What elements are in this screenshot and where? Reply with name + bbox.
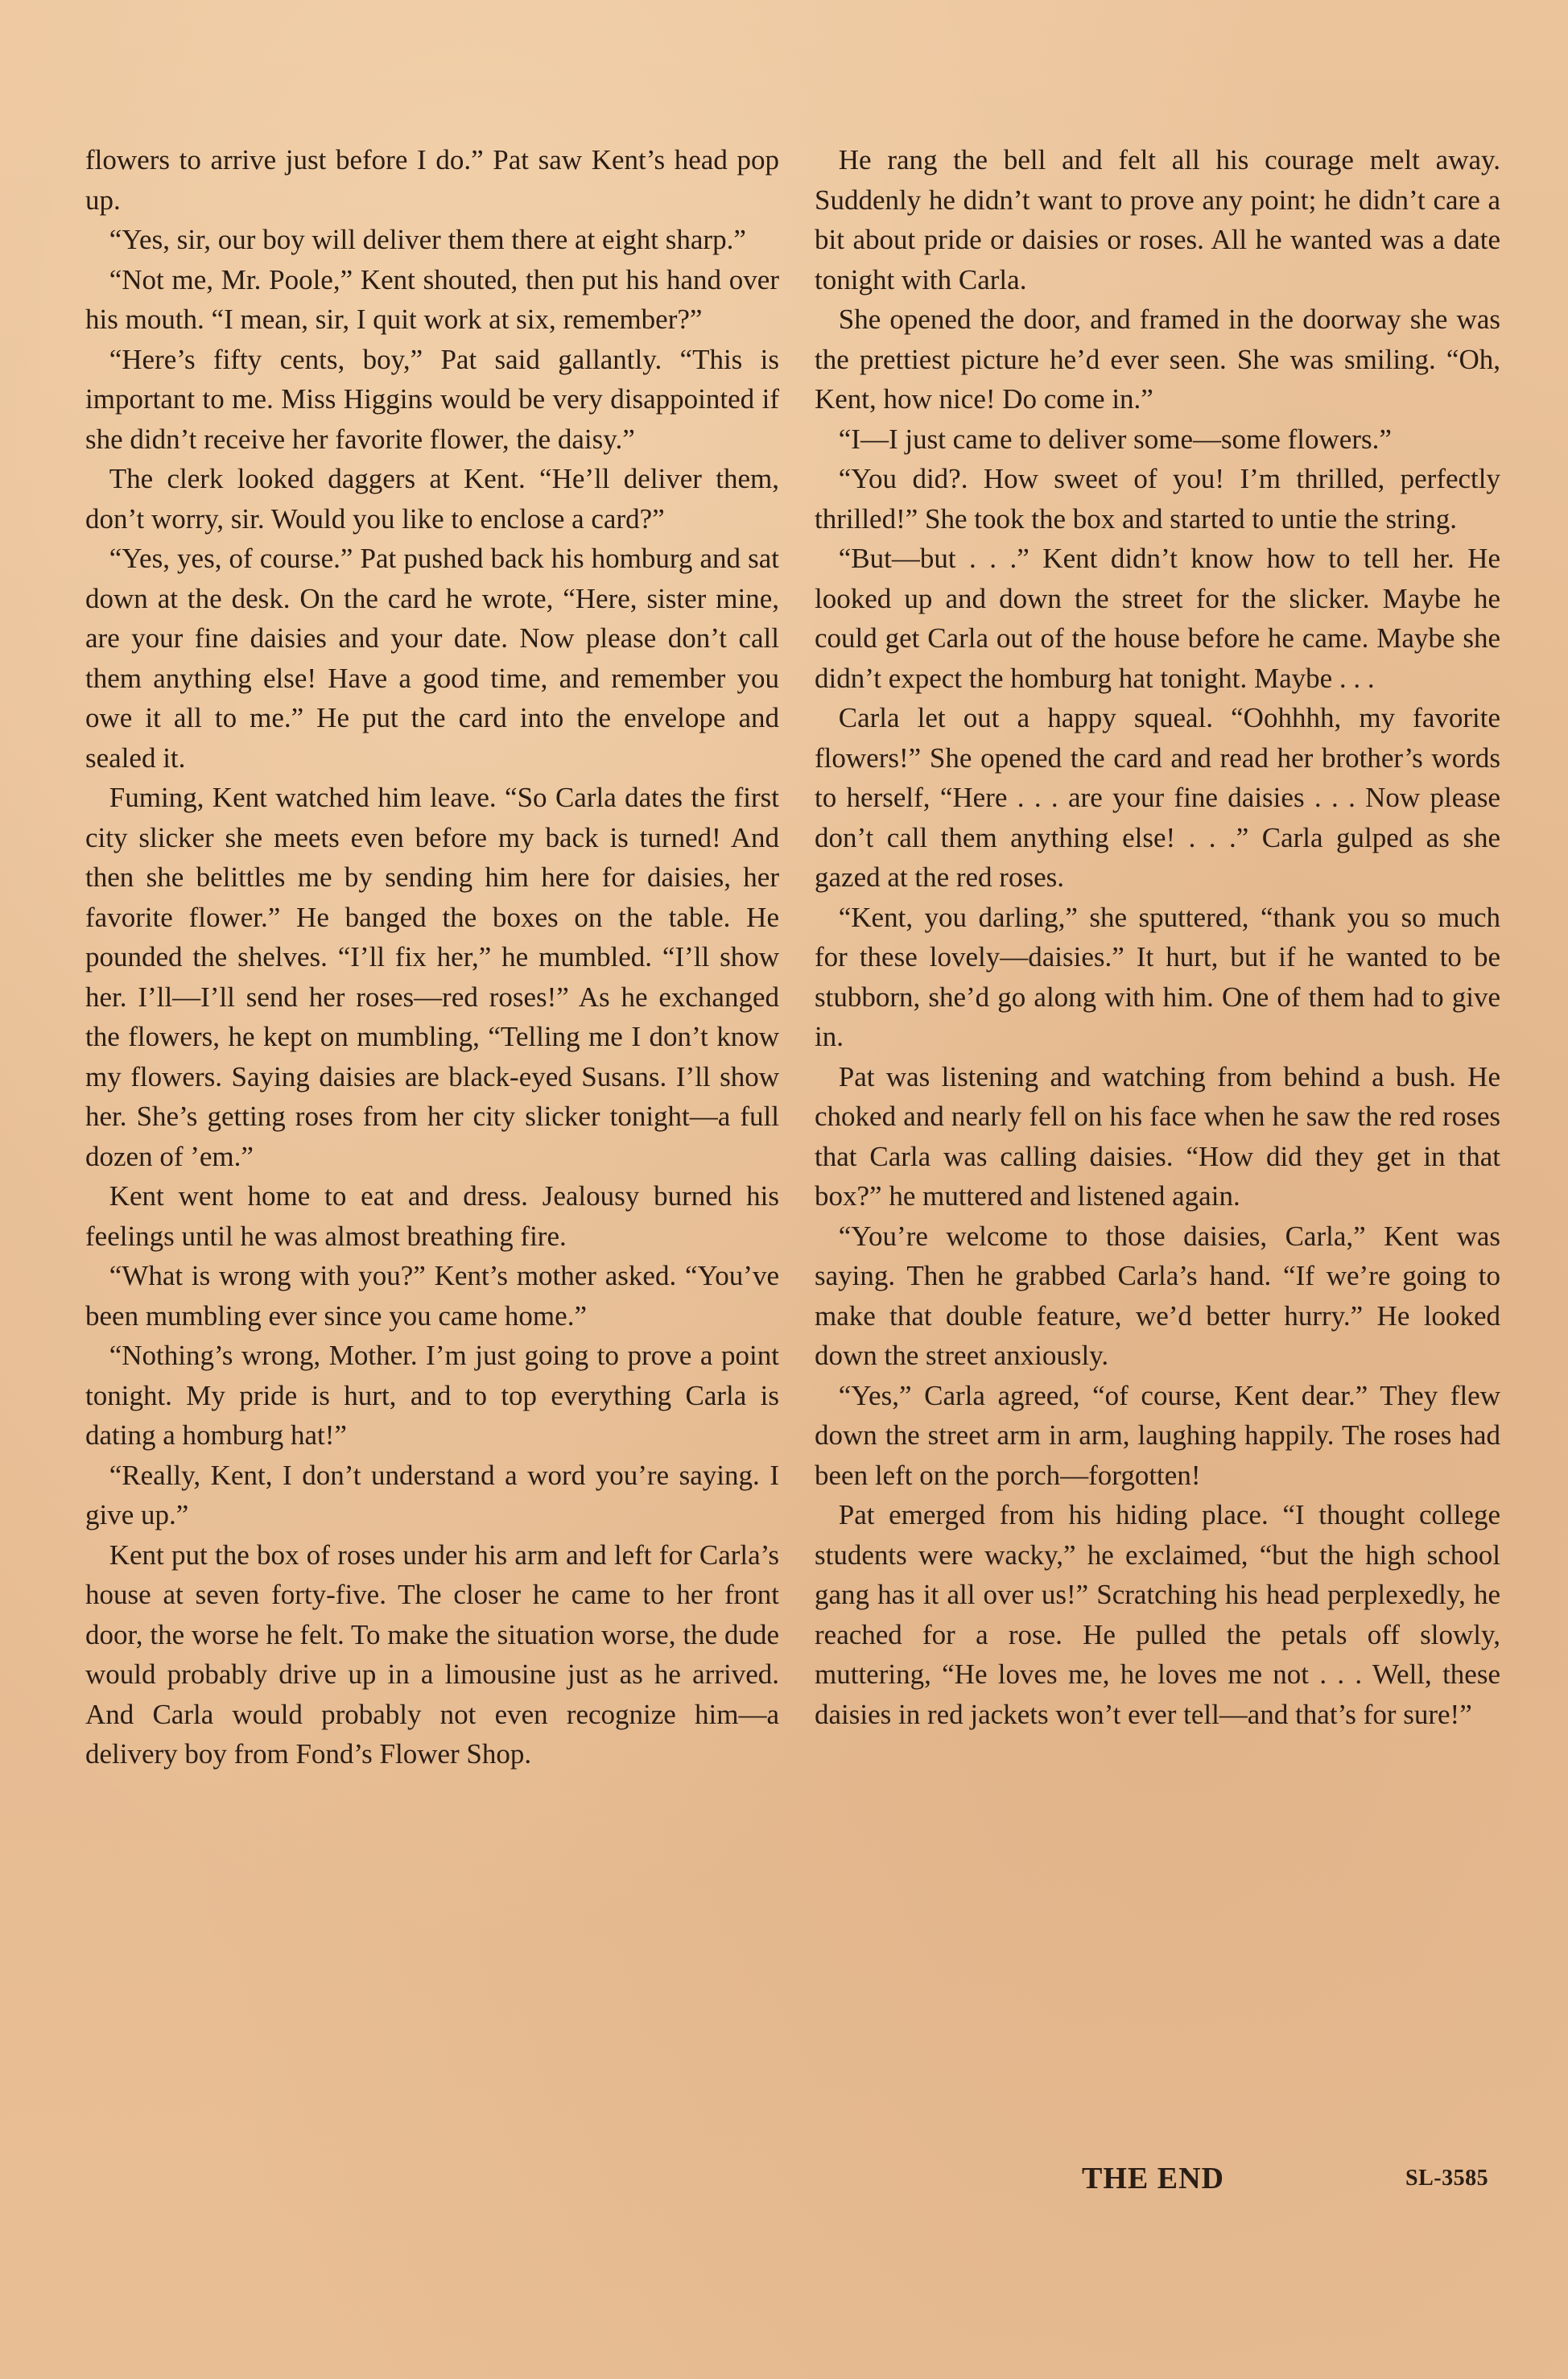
story-paragraph: Pat emerged from his hiding place. “I thought college students were wacky,” he exclaimed, “but the high school gang has it all over us!” Scratching his head perplexedly, he reached for a rose. He pulled the petals off slowly, muttering, “He loves me, he loves me not . . . Well, these daisies in red jackets won’t ever tell—and that’s for sure!” bbox=[815, 1499, 1500, 1730]
story-paragraph: Kent put the box of roses under his arm and left for Carla’s house at seven forty-five. The closer he came to her front door, the worse he felt. To make the situation worse, the dude would probably drive up in a limousine just as he arrived. And Carla would probably not even recognize him—a delivery boy from Fond’s Flower Shop. bbox=[85, 1539, 779, 1770]
page-footer bbox=[0, 2161, 1568, 2209]
story-paragraph: “Yes, yes, of course.” Pat pushed back his homburg and sat down at the desk. On the card he wrote, “Here, sister mine, are your fine daisies and your date. Now please don’t call them anything else! Have a good time, and remember you owe it all to me.” He put the card into the envelope and sealed it. bbox=[85, 543, 779, 774]
story-paragraph: Pat was listening and watching from behind a bush. He choked and nearly fell on his face when he saw the red roses that Carla was calling daisies. “How did they get in that box?” he muttered and listened again. bbox=[815, 1060, 1500, 1212]
story-paragraph: “Nothing’s wrong, Mother. I’m just going to prove a point tonight. My pride is hurt, and to top everything Carla is dating a homburg hat!” bbox=[85, 1340, 779, 1451]
left-text-column bbox=[85, 140, 779, 1774]
story-paragraph: The clerk looked daggers at Kent. “He’ll deliver them, don’t worry, sir. Would you like to enclose a card?” bbox=[85, 463, 779, 535]
story-paragraph: “But—but . . .” Kent didn’t know how to tell her. He looked up and down the street for the slicker. Maybe he could get Carla out of the house before he came. Maybe she didn’t expect the homburg hat tonight. Maybe . . . bbox=[815, 543, 1500, 694]
story-paragraph: “Not me, Mr. Poole,” Kent shouted, then put his hand over his mouth. “I mean, sir, I quit work at six, remember?” bbox=[85, 263, 779, 335]
the-end-label: THE END bbox=[1082, 2162, 1224, 2195]
story-paragraph: She opened the door, and framed in the doorway she was the prettiest picture he’d ever seen. She was smiling. “Oh, Kent, how nice! Do come in.” bbox=[815, 304, 1500, 415]
story-paragraph: “You’re welcome to those daisies, Carla,” Kent was saying. Then he grabbed Carla’s hand. “If we’re going to make that double feature, we’d better hurry.” He looked down the street anxiously. bbox=[815, 1220, 1500, 1371]
story-paragraph: Carla let out a happy squeal. “Oohhhh, my favorite flowers!” She opened the card and read her brother’s words to herself, “Here . . . are your fine daisies . . . Now please don’t call them anything else! . . .” Carla gulped as she gazed at the red roses. bbox=[815, 702, 1500, 893]
story-paragraph: He rang the bell and felt all his courage melt away. Suddenly he didn’t want to prove any point; he didn’t care a bit about pride or daisies or roses. All he wanted was a date tonight with Carla. bbox=[815, 144, 1500, 295]
story-paragraph: “Yes,” Carla agreed, “of course, Kent dear.” They flew down the street arm in arm, laughing happily. The roses had been left on the porch—forgotten! bbox=[815, 1379, 1500, 1491]
issue-code: SL-3585 bbox=[1405, 2166, 1489, 2191]
right-text-column bbox=[815, 140, 1500, 1734]
story-paragraph: Fuming, Kent watched him leave. “So Carla dates the first city slicker she meets even before my back is turned! And then she belittles me by sending him here for daisies, her favorite flower.” He banged the boxes on the table. He pounded the shelves. “I’ll fix her,” he mumbled. “I’ll show her. I’ll—I’ll send her roses—red roses!” As he exchanged the flowers, he kept on mumbling, “Telling me I don’t know my flowers. Saying daisies are black-eyed Susans. I’ll show her. She’s getting roses from her city slicker tonight—a full dozen of ’em.” bbox=[85, 782, 779, 1172]
story-paragraph: “I—I just came to deliver some—some flowers.” bbox=[838, 423, 1392, 455]
story-paragraph: “What is wrong with you?” Kent’s mother asked. “You’ve been mumbling ever since you came home.” bbox=[85, 1260, 779, 1332]
story-paragraph: “Yes, sir, our boy will deliver them there at eight sharp.” bbox=[109, 224, 746, 255]
story-paragraph: “You did?. How sweet of you! I’m thrilled, perfectly thrilled!” She took the box and started to untie the string. bbox=[815, 463, 1500, 535]
story-paragraph: “Here’s fifty cents, boy,” Pat said gallantly. “This is important to me. Miss Higgins would be very disappointed if she didn’t receive her favorite flower, the daisy.” bbox=[85, 343, 779, 455]
story-paragraph: “Really, Kent, I don’t understand a word you’re saying. I give up.” bbox=[85, 1459, 779, 1530]
story-paragraph: Kent went home to eat and dress. Jealousy burned his feelings until he was almost breathing fire. bbox=[85, 1180, 779, 1252]
story-paragraph: “Kent, you darling,” she sputtered, “thank you so much for these lovely—daisies.” It hurt, but if he wanted to be stubborn, she’d go along with him. One of them had to give in. bbox=[815, 901, 1500, 1052]
story-paragraph: flowers to arrive just before I do.” Pat saw Kent’s head pop up. bbox=[85, 144, 779, 216]
